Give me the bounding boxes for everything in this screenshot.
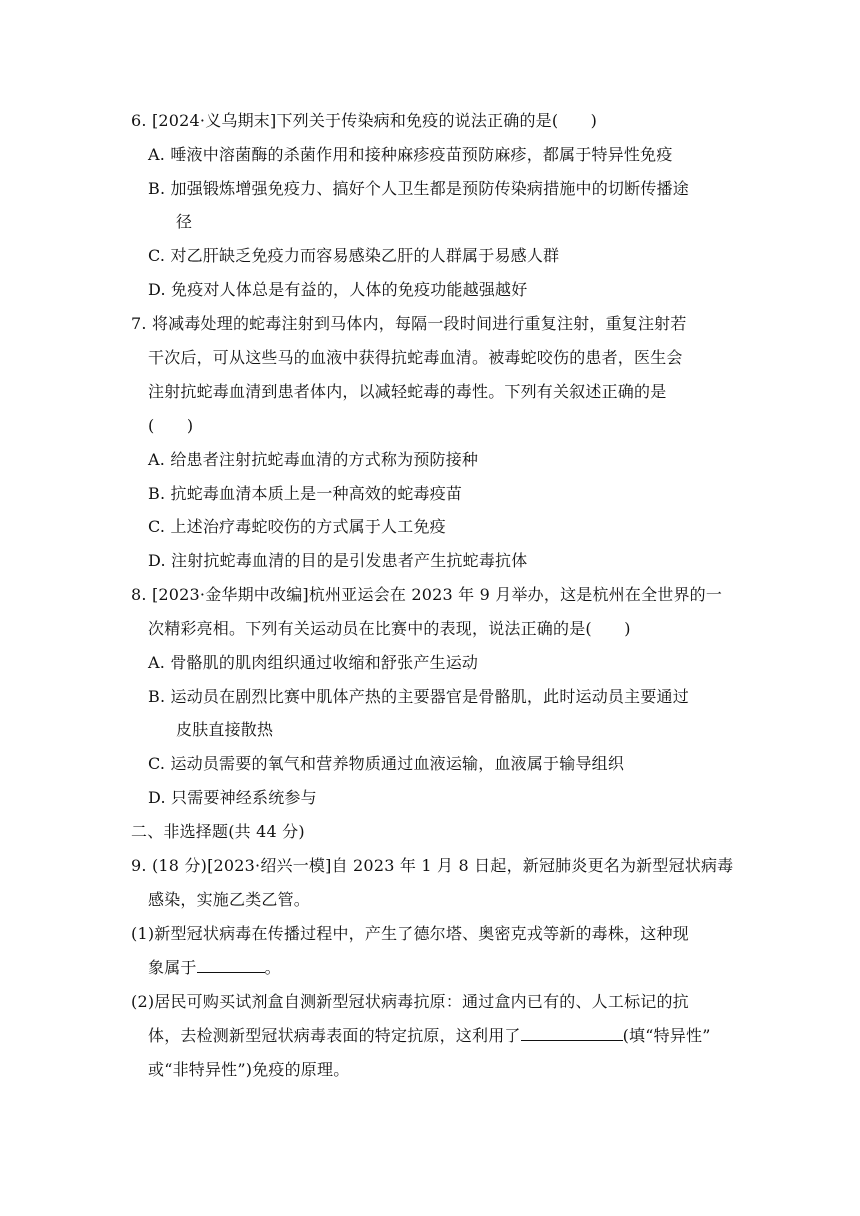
section-2-heading: 二、非选择题(共 44 分) — [131, 822, 305, 841]
question-7-answer-bracket: ( ) — [148, 416, 194, 435]
question-7-option-c: C. 上述治疗毒蛇咬伤的方式属于人工免疫 — [148, 517, 446, 536]
question-8-option-b: B. 运动员在剧烈比赛中肌体产热的主要器官是骨骼肌，此时运动员主要通过 — [148, 687, 689, 706]
question-9-sub-1-line-1: (1)新型冠状病毒在传播过程中，产生了德尔塔、奥密克戎等新的毒株，这种现 — [131, 924, 689, 943]
question-9-sub-1-suffix: 。 — [264, 958, 281, 977]
question-7-option-b: B. 抗蛇毒血清本质上是一种高效的蛇毒疫苗 — [148, 484, 463, 503]
question-6-option-a: A. 唾液中溶菌酶的杀菌作用和接种麻疹疫苗预防麻疹，都属于特异性免疫 — [148, 145, 673, 164]
question-6-option-b-continued: 径 — [176, 212, 193, 231]
question-6-option-d: D. 免疫对人体总是有益的，人体的免疫功能越强越好 — [148, 280, 528, 299]
question-9-stem-line-2: 感染，实施乙类乙管。 — [148, 890, 311, 909]
question-9-sub-2-line-2 — [148, 1024, 711, 1048]
answer-blank-2[interactable] — [521, 1024, 623, 1041]
question-8-option-c: C. 运动员需要的氧气和营养物质通过血液运输，血液属于输导组织 — [148, 754, 625, 773]
question-6-stem: 6. [2024·义乌期末]下列关于传染病和免疫的说法正确的是( ) — [131, 111, 598, 130]
question-8-stem-line-2: 次精彩亮相。下列有关运动员在比赛中的表现，说法正确的是( ) — [148, 619, 631, 638]
question-9-sub-2-line-3: 或“非特异性”)免疫的原理。 — [148, 1060, 350, 1079]
question-6-option-b: B. 加强锻炼增强免疫力、搞好个人卫生都是预防传染病措施中的切断传播途 — [148, 179, 689, 198]
question-9-sub-1-line-2 — [148, 956, 281, 980]
question-8-option-d: D. 只需要神经系统参与 — [148, 788, 317, 807]
question-9-sub-2-prefix: 体，去检测新型冠状病毒表面的特定抗原，这利用了 — [148, 1026, 521, 1045]
question-9-sub-2-line-1: (2)居民可购买试剂盒自测新型冠状病毒抗原：通过盒内已有的、人工标记的抗 — [131, 992, 689, 1011]
question-8-stem-line-1: 8. [2023·金华期中改编]杭州亚运会在 2023 年 9 月举办，这是杭州在全世界的一 — [131, 585, 723, 604]
question-7-stem-line-1: 7. 将减毒处理的蛇毒注射到马体内，每隔一段时间进行重复注射，重复注射若 — [131, 314, 687, 333]
question-7-stem-line-2: 干次后，可从这些马的血液中获得抗蛇毒血清。被毒蛇咬伤的患者，医生会 — [148, 348, 683, 367]
question-9-sub-2-hint: (填“特异性” — [622, 1026, 711, 1045]
question-7-stem-line-3: 注射抗蛇毒血清到患者体内，以减轻蛇毒的毒性。下列有关叙述正确的是 — [148, 382, 667, 401]
answer-blank-1[interactable] — [197, 956, 265, 973]
question-9-sub-1-prefix: 象属于 — [148, 958, 197, 977]
question-8-option-b-continued: 皮肤直接散热 — [176, 720, 274, 739]
question-8-option-a: A. 骨骼肌的肌肉组织通过收缩和舒张产生运动 — [148, 653, 479, 672]
question-9-stem-line-1: 9. (18 分)[2023·绍兴一模]自 2023 年 1 月 8 日起，新冠肺炎更名为新型冠状病毒 — [131, 856, 734, 875]
question-7-option-a: A. 给患者注射抗蛇毒血清的方式称为预防接种 — [148, 450, 479, 469]
question-6-option-c: C. 对乙肝缺乏免疫力而容易感染乙肝的人群属于易感人群 — [148, 246, 560, 265]
question-7-option-d: D. 注射抗蛇毒血清的目的是引发患者产生抗蛇毒抗体 — [148, 551, 528, 570]
